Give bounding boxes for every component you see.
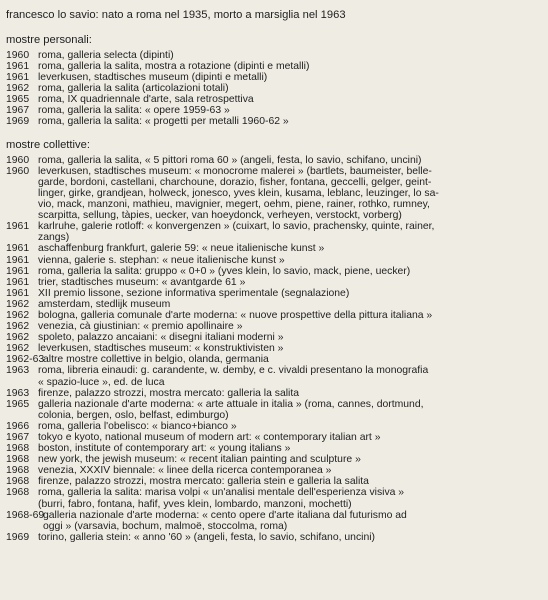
exhibition-entry	[6, 61, 544, 72]
exhibition-entry	[6, 332, 544, 343]
exhibition-entry	[6, 532, 544, 543]
exhibition-entry	[6, 116, 544, 127]
exhibition-entry	[6, 288, 544, 299]
exhibition-description: vienna, galerie s. stephan: « neue italienische kunst »	[38, 254, 285, 266]
exhibition-year: 1969	[6, 116, 30, 128]
exhibition-year: 1963	[6, 365, 30, 377]
document-page	[6, 8, 544, 543]
exhibition-year: 1960	[6, 165, 30, 177]
exhibition-entry	[6, 443, 544, 454]
exhibition-entry	[6, 266, 544, 277]
exhibition-entry	[6, 50, 544, 61]
exhibition-entry	[6, 354, 544, 365]
exhibition-description: roma, galleria la salita: gruppo « 0+0 » (yves klein, lo savio, mack, piene, uecker)	[38, 265, 411, 277]
exhibition-year: 1965	[6, 93, 30, 105]
exhibition-description: galleria nazionale d'arte moderna: « arte attuale in italia » (roma, cannes, dortmund, colonia, bergen, oslo, belfast, edimburgo)	[38, 398, 424, 421]
exhibition-entry	[6, 365, 544, 387]
exhibition-description: firenze, palazzo strozzi, mostra mercato: galleria stein e galleria la salita	[38, 476, 369, 488]
exhibition-description: tokyo e kyoto, national museum of modern art: « contemporary italian art »	[38, 432, 381, 443]
exhibition-entry	[6, 72, 544, 83]
exhibition-year: 1961	[6, 265, 30, 277]
exhibition-year: 1968	[6, 443, 30, 455]
exhibition-year: 1968-69	[6, 509, 45, 521]
exhibition-description: roma, galleria selecta (dipinti)	[38, 49, 174, 61]
exhibition-year: 1960	[6, 49, 30, 61]
exhibition-description: roma, galleria la salita, mostra a rotazione (dipinti e metalli)	[38, 60, 310, 72]
exhibition-year: 1967	[6, 432, 30, 443]
exhibition-description: leverkusen, stadtisches museum (dipinti e metalli)	[38, 71, 268, 83]
exhibition-year: 1962-63	[6, 354, 45, 366]
exhibition-description: leverkusen, stadtisches museum: « konstruktivisten »	[38, 343, 284, 355]
exhibition-year: 1961	[6, 254, 30, 266]
document-header: francesco lo savio: nato a roma nel 1935, morto a marsiglia nel 1963	[6, 9, 346, 21]
exhibition-year: 1962	[6, 309, 30, 321]
exhibition-entry	[6, 432, 544, 443]
exhibition-year: 1960	[6, 154, 30, 166]
exhibition-entry	[6, 255, 544, 266]
exhibition-year: 1962	[6, 321, 30, 333]
exhibition-description: amsterdam, stedlijk museum	[38, 298, 171, 310]
exhibition-entry	[6, 421, 544, 432]
exhibition-description: karlruhe, galerie rotloff: « konvergenzen » (cuixart, lo savio, prachensky, quinte, rainer, zangs)	[38, 221, 435, 244]
exhibition-description: roma, libreria einaudi: g. carandente, w. demby, e c. vivaldi presentano la monografia « spazio-luce », ed. de luca	[38, 365, 429, 388]
exhibition-description: roma, galleria la salita: marisa volpi « un'analisi mentale dell'esperienza visiva » (burri, fabro, fontana, hafif, yves klein, lombardo, manzoni, mochetti)	[38, 487, 405, 510]
exhibition-year: 1961	[6, 243, 30, 255]
exhibition-entry	[6, 487, 544, 509]
exhibition-description: venezia, XXXIV biennale: « linee della ricerca contemporanea »	[38, 465, 332, 477]
exhibition-entry	[6, 310, 544, 321]
exhibition-description: venezia, cà giustinian: « premio apollinaire »	[38, 321, 243, 333]
exhibition-entry	[6, 94, 544, 105]
exhibition-entry	[6, 243, 544, 254]
exhibition-year: 1968	[6, 476, 30, 488]
exhibition-description: altre mostre collettive in belgio, olanda, germania	[43, 354, 269, 366]
exhibition-year: 1968	[6, 487, 30, 499]
exhibition-entry	[6, 299, 544, 310]
exhibition-entry	[6, 221, 544, 243]
personal-exhibitions-list	[6, 50, 544, 128]
exhibition-entry	[6, 166, 544, 221]
exhibition-entry	[6, 465, 544, 476]
exhibition-year: 1961	[6, 60, 30, 72]
exhibition-year: 1968	[6, 465, 30, 477]
exhibition-description: torino, galleria stein: « anno '60 » (angeli, festa, lo savio, schifano, uncini)	[38, 531, 375, 543]
exhibition-description: roma, galleria l'obelisco: « bianco+bianco »	[38, 420, 237, 432]
exhibition-description: spoleto, palazzo ancaiani: « disegni italiani moderni »	[38, 332, 284, 344]
exhibition-description: roma, galleria la salita, « 5 pittori roma 60 » (angeli, festa, lo savio, schifano, uncini)	[38, 154, 422, 166]
exhibition-entry	[6, 155, 544, 166]
exhibition-description: firenze, palazzo strozzi, mostra mercato: galleria la salita	[38, 387, 300, 399]
exhibition-year: 1963	[6, 387, 30, 399]
exhibition-description: roma, IX quadriennale d'arte, sala retrospettiva	[38, 93, 254, 105]
collective-exhibitions-list	[6, 155, 544, 543]
exhibition-description: bologna, galleria comunale d'arte moderna: « nuove prospettive della pittura italiana »	[38, 309, 433, 321]
exhibition-entry	[6, 510, 544, 532]
exhibition-description: roma, galleria la salita (articolazioni totali)	[38, 82, 229, 94]
exhibition-entry	[6, 83, 544, 94]
exhibition-entry	[6, 277, 544, 288]
section-gap	[6, 127, 544, 139]
exhibition-entry	[6, 105, 544, 116]
exhibition-year: 1961	[6, 71, 30, 83]
exhibition-description: boston, institute of contemporary art: « young italians »	[38, 443, 291, 455]
exhibition-entry	[6, 343, 544, 354]
exhibition-year: 1969	[6, 531, 30, 543]
exhibition-entry	[6, 388, 544, 399]
collective-exhibitions-title: mostre collettive:	[6, 139, 90, 152]
exhibition-year: 1965	[6, 398, 30, 410]
exhibition-year: 1961	[6, 221, 30, 233]
exhibition-year: 1966	[6, 420, 30, 432]
exhibition-entry	[6, 399, 544, 421]
exhibition-entry	[6, 476, 544, 487]
exhibition-year: 1962	[6, 343, 30, 355]
exhibition-year: 1962	[6, 82, 30, 94]
exhibition-description: leverkusen, stadtisches museum: « monocrome malerei » (bartlets, baumeister, belle- garde, bordoni, castellani, charchoune, dorazio, fisher, fontana, geccelli, gelger, geint- linger, girke, grandjean, holweck, jonesco, yves klein, kusama, leblanc, leuzinger, lo sa- vio, mack, manzoni, mathieu, mavignier, megert, oehm, piene, rainer, rothko, rumney, scarpitta, sellung, tàpies, uecker, van hoeydonck, verheyen, verstockt, vorberg)	[38, 165, 439, 222]
exhibition-description: aschaffenburg frankfurt, galerie 59: « neue italienische kunst »	[38, 243, 325, 255]
exhibition-year: 1961	[6, 287, 30, 299]
exhibition-year: 1968	[6, 454, 30, 466]
exhibition-description: galleria nazionale d'arte moderna: « cento opere d'arte italiana dal futurismo ad oggi » (varsavia, bochum, malmoë, stoccolma, roma)	[43, 509, 407, 532]
exhibition-description: new york, the jewish museum: « recent italian painting and sculpture »	[38, 454, 361, 466]
exhibition-description: XII premio lissone, sezione informativa sperimentale (segnalazione)	[38, 287, 350, 299]
exhibition-description: roma, galleria la salita: « progetti per metalli 1960-62 »	[38, 116, 289, 128]
exhibition-year: 1967	[6, 104, 30, 116]
exhibition-entry	[6, 321, 544, 332]
exhibition-entry	[6, 454, 544, 465]
exhibition-description: trier, stadtisches museum: « avantgarde 61 »	[38, 276, 246, 288]
exhibition-year: 1961	[6, 276, 30, 288]
personal-exhibitions-title: mostre personali:	[6, 34, 92, 46]
exhibition-description: roma, galleria la salita: « opere 1959-63 »	[38, 104, 230, 116]
exhibition-year: 1962	[6, 332, 30, 344]
exhibition-year: 1962	[6, 298, 30, 310]
